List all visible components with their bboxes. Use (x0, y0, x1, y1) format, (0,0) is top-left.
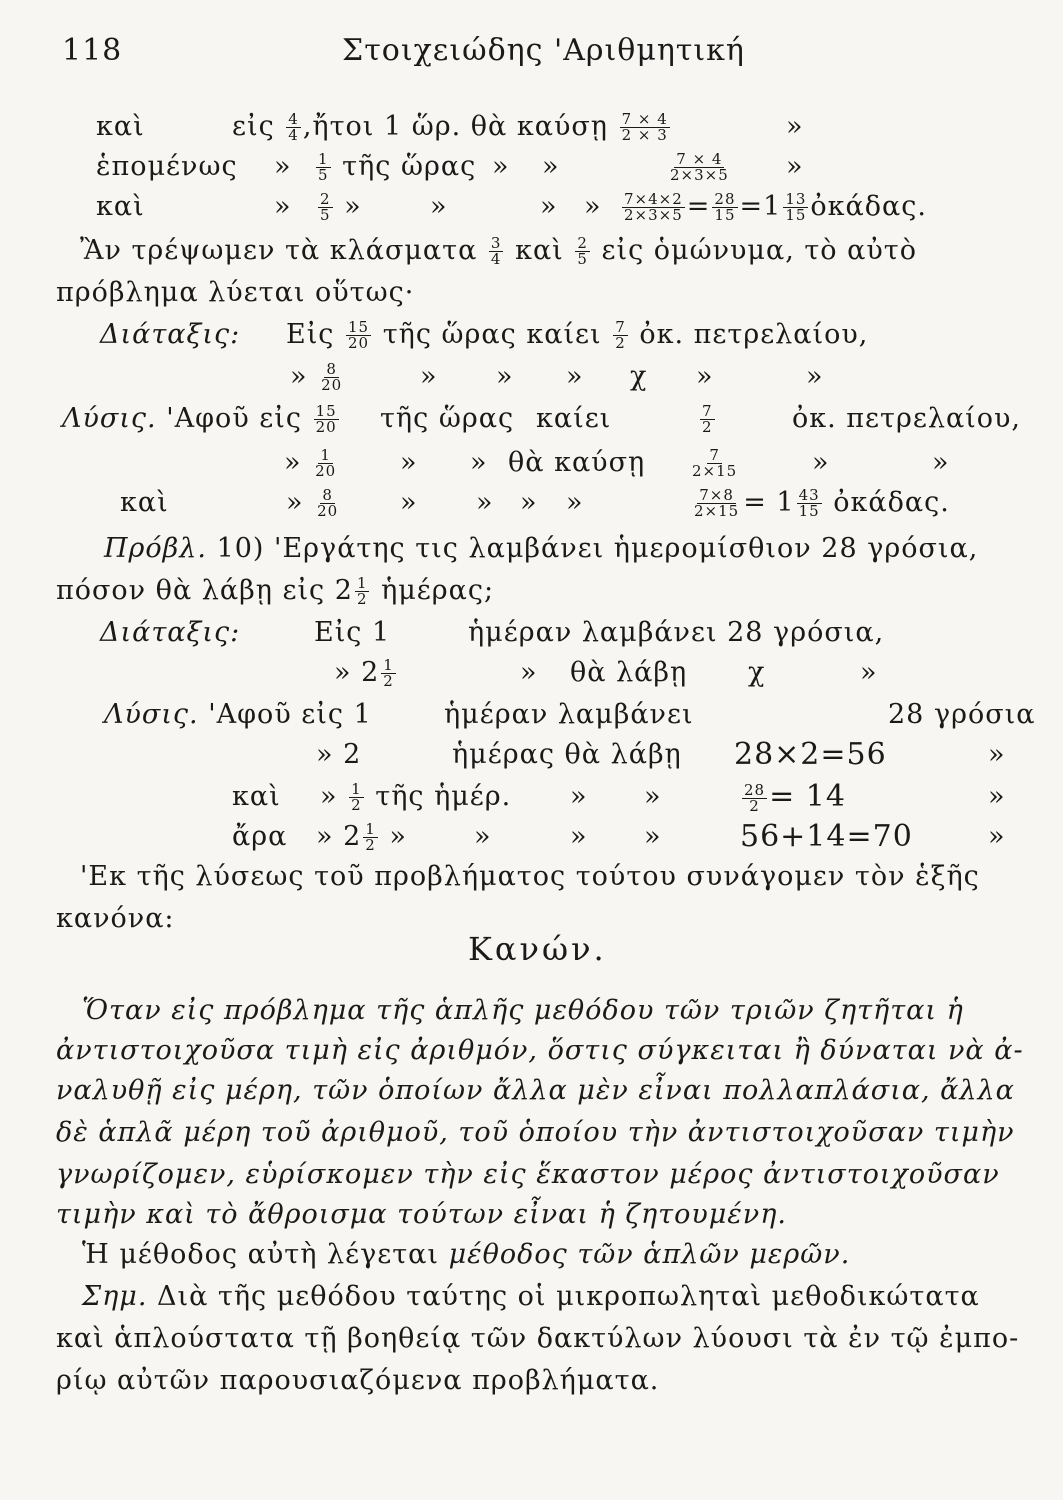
text: καίει (536, 403, 612, 434)
text: ἡμέρας; (381, 575, 495, 606)
note-line1 (82, 1282, 980, 1312)
arrangement2-r1 (100, 617, 885, 648)
text: θὰ λάβῃ (570, 657, 688, 688)
ditto-mark: » (812, 447, 830, 478)
unknown-x: χ (630, 361, 648, 392)
text: καὶ (96, 191, 145, 222)
text: » 2 (316, 739, 362, 770)
ditto-mark: » (566, 487, 584, 518)
text: Ἂν τρέψωμεν τὰ κλάσματα (80, 235, 478, 266)
fraction: $\frac{2}{5}$ (577, 234, 588, 268)
rule-line: γνωρίζομεν, εὑρίσκομεν τὴν εἰς ἕκαστον μέρος ἀντιστοιχοῦσαν (56, 1159, 1000, 1190)
problem10-line2 (56, 576, 494, 607)
ditto-mark: » (344, 191, 362, 222)
fraction: $\frac{4}{4}$ (288, 110, 299, 144)
text: τῆς ὥρας καίει (382, 319, 602, 350)
ditto-mark: » (420, 361, 438, 392)
solution2-r2 (316, 737, 1006, 772)
running-title: Στοιχειώδης 'Αριθμητική (342, 33, 745, 68)
solution2-r3 (232, 779, 1006, 815)
text: εἰς ὁμώνυμα, τὸ αὐτὸ (601, 235, 917, 266)
arrangement2-r2 (334, 656, 878, 690)
ditto-mark: » (584, 191, 602, 222)
ditto-mark: » (496, 361, 514, 392)
fraction: $\frac{28}{15}$ (714, 190, 736, 224)
note-line3: ρίῳ αὐτῶν παρουσιαζόμενα προβλήματα. (56, 1365, 660, 1396)
ditto-mark: » (274, 191, 292, 222)
rule-title: Κανών. (468, 930, 607, 968)
para2-line2: κανόνα: (56, 903, 175, 934)
text: πόσον θὰ λάβῃ εἰς 2 (56, 575, 353, 606)
label: Λύσις. (104, 699, 199, 730)
fraction: $\frac{1}{2}$ (383, 656, 394, 690)
fraction: $\frac{7}{2}$ (615, 318, 626, 352)
text: καὶ (120, 487, 169, 518)
ditto-mark: » (476, 487, 494, 518)
label: Σημ. (82, 1281, 148, 1312)
rule-line: ναλυθῇ εἰς μέρη, τῶν ὁποίων ἄλλα μὲν εἶναι πολλαπλάσια, ἄλλα (56, 1075, 1015, 1106)
fraction: $\frac{1}{2}$ (356, 574, 368, 608)
ditto-mark: » (400, 447, 418, 478)
para2-line1: 'Εκ τῆς λύσεως τοῦ προβλήματος τούτου συνάγομεν τὸν ἑξῆς (80, 861, 980, 892)
ditto-mark: » (274, 151, 292, 182)
ditto-mark: » (320, 781, 338, 812)
ts-r2 (96, 150, 804, 184)
method-name: μέθοδος τῶν ἁπλῶν μερῶν. (448, 1239, 851, 1270)
fraction: $\frac{1}{20}$ (315, 446, 337, 480)
ditto-mark: » (540, 191, 558, 222)
fraction: $\frac{1}{5}$ (318, 150, 329, 184)
text: ὀκάδας. (833, 487, 950, 518)
text: ὀκ. πετρελαίου, (792, 403, 1022, 434)
text: =1 (739, 191, 782, 222)
fraction: $\frac{1}{2}$ (365, 820, 376, 854)
ditto-mark: » (786, 151, 804, 182)
text: 'Αφοῦ εἰς 1 (208, 699, 372, 730)
text: εἰς (232, 111, 275, 142)
text: Διὰ τῆς μεθόδου ταύτης οἱ μικροπωληταὶ μεθοδικώτατα (157, 1281, 980, 1312)
fraction: $\frac{7\times 4\times 2}{2\times 3\times 5}$ (624, 190, 683, 224)
arrangement1-r2 (290, 360, 824, 394)
text: τῆς ὥρας (380, 403, 515, 434)
text: ἑπομένως (96, 151, 238, 182)
text: ἡμέραν λαμβάνει 28 γρόσια, (468, 617, 885, 648)
fraction: $\frac{1}{2}$ (351, 780, 362, 814)
note-line2: καὶ ἁπλούστατα τῇ βοηθείᾳ τῶν δακτύλων λύουσι τὰ ἐν τῷ ἐμπο- (56, 1323, 1020, 1354)
solution2-r1 (104, 699, 1036, 730)
text: 28×2=56 (734, 737, 887, 772)
text: ἡμέραν λαμβάνει (444, 699, 694, 730)
unknown-x: χ (748, 657, 766, 688)
fraction: $\frac{7 \times 4}{2 \times 3}$ (621, 110, 668, 144)
ditto-mark: » (542, 151, 560, 182)
text: Εἰς (286, 319, 335, 350)
ditto-mark: » (786, 111, 804, 142)
ditto-mark: » (520, 487, 538, 518)
text: ἄρα (232, 821, 288, 852)
text: Εἰς 1 (314, 617, 391, 648)
fraction: $\frac{13}{15}$ (785, 190, 807, 224)
rule-line: δὲ ἁπλᾶ μέρη τοῦ ἀριθμοῦ, τοῦ ὁποίου τὴν ἀντιστοιχοῦσαν τιμὴν (56, 1117, 1015, 1148)
para1-line2: πρόβλημα λύεται οὕτως· (56, 277, 415, 308)
text: καὶ (96, 111, 145, 142)
text: 10) 'Εργάτης τις λαμβάνει ἡμερομίσθιον 28 γρόσια, (216, 533, 979, 564)
ditto-mark: » (696, 361, 714, 392)
rule-line: ἀντιστοιχοῦσα τιμὴ εἰς ἀριθμόν, ὅστις σύγκειται ἢ δύναται νὰ ἀ- (56, 1035, 1024, 1066)
ditto-mark: » (430, 191, 448, 222)
fraction: $\frac{43}{15}$ (798, 486, 820, 520)
ditto-mark: » (932, 447, 950, 478)
ditto-mark: » (570, 821, 588, 852)
para1-line1 (80, 236, 917, 267)
text: ὀκ. πετρελαίου, (639, 319, 869, 350)
ditto-mark: » (492, 151, 510, 182)
text: = (686, 191, 711, 222)
ditto-mark: » (389, 821, 407, 852)
ditto-mark: » (570, 781, 588, 812)
text: » 2 (334, 657, 380, 688)
ts-r1 (96, 110, 804, 144)
ditto-mark: » (474, 821, 492, 852)
fraction: $\frac{7 \times 4}{2\times 3\times 5}$ (670, 150, 729, 184)
fraction: $\frac{7\times 8}{2\times 15}$ (694, 486, 740, 520)
text: = 14 (769, 779, 846, 814)
text: ,ἤτοι 1 ὥρ. θὰ καύσῃ (302, 111, 608, 142)
label: Λύσις. (62, 403, 157, 434)
label: Διάταξις: (100, 617, 241, 648)
ditto-mark: » (470, 447, 488, 478)
fraction: $\frac{7}{2\times 15}$ (692, 446, 738, 480)
fraction: $\frac{2}{5}$ (320, 190, 331, 224)
text: καὶ (515, 235, 564, 266)
method-line (82, 1240, 850, 1270)
arrangement1-r1 (100, 318, 869, 352)
text: Ἡ μέθοδος αὐτὴ λέγεται (82, 1239, 439, 1270)
fraction: $\frac{3}{4}$ (490, 234, 502, 268)
text: τῆς ὥρας (342, 151, 477, 182)
label: Διάταξις: (100, 319, 241, 350)
fraction: $\frac{7}{2}$ (702, 402, 713, 436)
text: ἡμέρας θὰ λάβῃ (452, 739, 682, 770)
rule-line: Ὅταν εἰς πρόβλημα τῆς ἁπλῆς μεθόδου τῶν τριῶν ζητῆται ἡ (82, 995, 964, 1026)
ditto-mark: » (988, 821, 1006, 852)
label: Πρόβλ. (104, 533, 207, 564)
text: καὶ (232, 781, 281, 812)
ditto-mark: » (286, 487, 304, 518)
text: 56+14=70 (740, 819, 913, 854)
rule-line: τιμὴν καὶ τὸ ἄθροισμα τούτων εἶναι ἡ ζητουμένη. (56, 1199, 787, 1230)
fraction: $\frac{15}{20}$ (348, 318, 370, 352)
problem10-line1 (104, 534, 978, 564)
fraction: $\frac{8}{20}$ (321, 360, 343, 394)
ditto-mark: » (644, 781, 662, 812)
solution1-r3 (120, 486, 950, 520)
ditto-mark: » (520, 657, 538, 688)
ditto-mark: » (284, 447, 302, 478)
ditto-mark: » (806, 361, 824, 392)
text: = 1 (743, 487, 795, 518)
ditto-mark: » (860, 657, 878, 688)
ditto-mark: » (988, 781, 1006, 812)
ts-r3 (96, 190, 927, 224)
fraction: $\frac{28}{2}$ (744, 781, 766, 815)
solution1-r2 (284, 446, 950, 480)
fraction: $\frac{15}{20}$ (315, 402, 337, 436)
solution2-r4 (232, 819, 1006, 854)
text: » 2 (316, 821, 362, 852)
ditto-mark: » (644, 821, 662, 852)
text: 28 γρόσια (888, 699, 1036, 730)
ditto-mark: » (400, 487, 418, 518)
fraction: $\frac{8}{20}$ (317, 486, 339, 520)
ditto-mark: » (988, 739, 1006, 770)
ditto-mark: » (566, 361, 584, 392)
text: 'Αφοῦ εἰς (166, 403, 303, 434)
ditto-mark: » (290, 361, 308, 392)
page-number: 118 (62, 33, 123, 68)
text: ὀκάδας. (810, 191, 927, 222)
text: τῆς ἡμέρ. (375, 781, 512, 812)
text: θὰ καύσῃ (508, 447, 646, 478)
solution1-r1 (62, 402, 1022, 436)
